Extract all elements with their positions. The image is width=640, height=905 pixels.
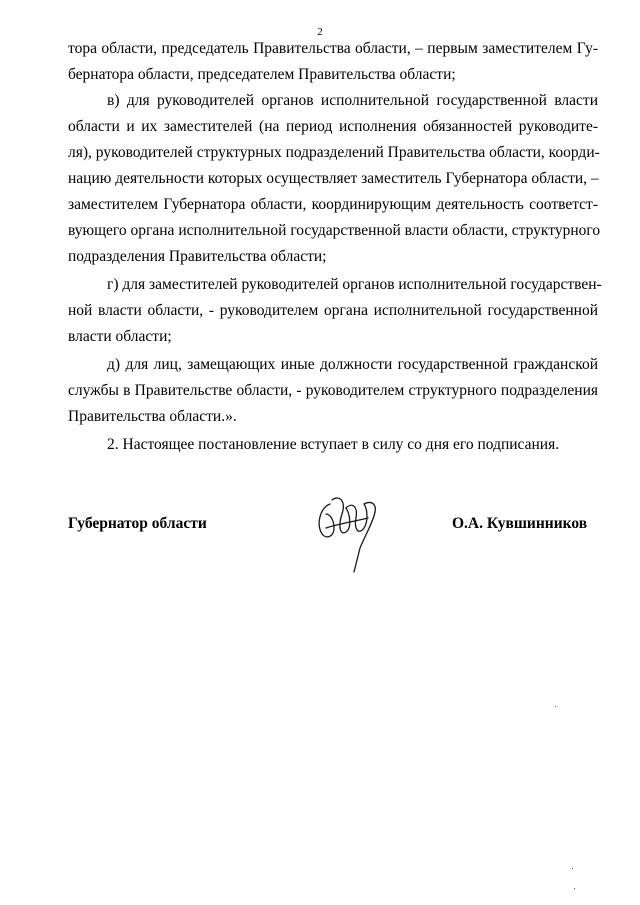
body-line: 2. Настоящее постановление вступает в силу со дня его подписания. [107,436,560,453]
scan-speck [555,706,556,707]
body-line: ля), руководителей структурных подразделений Правительства области, коорди- [68,144,600,161]
body-line: г) для заместителей руководителей органов исполнительной государствен- [107,276,602,293]
body-line: нацию деятельности которых осуществляет заместитель Губернатора области, – [68,170,599,187]
body-line: тора области, председатель Правительства области, – первым заместителем Гу- [68,40,598,57]
body-line: д) для лиц, замещающих иные должности государственной гражданской [107,356,598,373]
body-line: бернатора области, председателем Правительства области; [68,66,456,83]
body-line: власти области; [68,328,172,345]
scan-speck [572,868,573,869]
scan-speck [574,888,575,889]
body-line: в) для руководителей органов исполнительной государственной власти [107,92,598,109]
signatory-name: О.А. Кувшинников [452,515,588,532]
body-line: службы в Правительстве области, - руководителем структурного подразделения [68,382,598,399]
body-line: ной власти области, - руководителем органа исполнительной государственной [68,302,598,319]
signatory-position: Губернатор области [68,515,207,532]
body-line: вующего органа исполнительной государственной власти области, структурного [68,222,601,239]
body-line: заместителем Губернатора области, координирующим деятельность соответст- [68,196,598,213]
page-number: 2 [317,26,323,38]
body-line: Правительства области.». [68,408,237,425]
body-line: области и их заместителей (на период исполнения обязанностей руководите- [68,118,598,135]
body-line: подразделения Правительства области; [68,248,327,265]
handwritten-signature [312,484,384,576]
